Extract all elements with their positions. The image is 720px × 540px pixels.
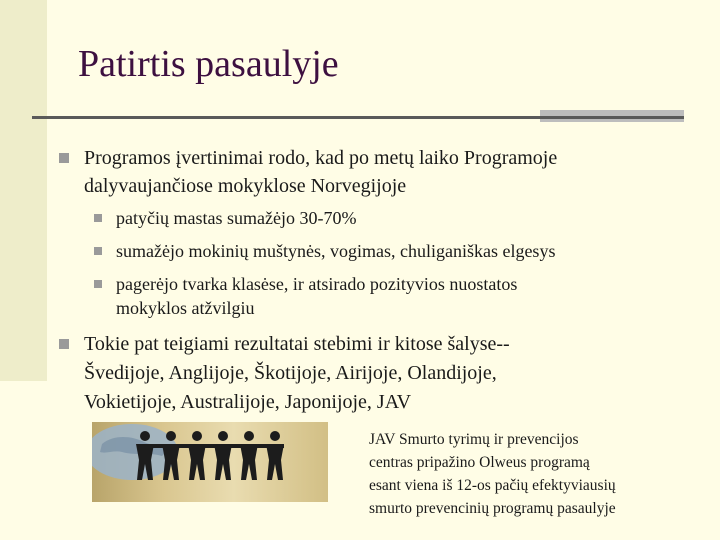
caption-line-3: esant viena iš 12-os pačių efektyviausių xyxy=(369,477,616,494)
sub-bullet-2: sumažėjo mokinių muštynės, vogimas, chuliganiškas elgesys xyxy=(116,241,556,261)
bullet-2-line-1: Tokie pat teigiami rezultatai stebimi ir kitose šalyse-- xyxy=(84,333,510,355)
sub-bullet-marker xyxy=(94,247,102,255)
bullet-2-line-3: Vokietijoje, Australijoje, Japonijoje, JAV xyxy=(84,391,412,413)
picture-caption xyxy=(369,428,616,520)
bullet-1-line-2: dalyvaujančiose mokyklose Norvegijoje xyxy=(84,175,407,197)
bullet-marker xyxy=(59,153,69,163)
left-decorative-band xyxy=(0,0,47,381)
sub-bullet-1: patyčių mastas sumažėjo 30-70% xyxy=(116,208,357,228)
sub-bullet-3-line-1: pagerėjo tvarka klasėse, ir atsirado pozityvios nuostatos xyxy=(116,274,518,294)
sub-bullet-3-line-2: mokyklos atžvilgiu xyxy=(116,298,255,318)
caption-line-1: JAV Smurto tyrimų ir prevencijos xyxy=(369,431,579,448)
bullet-marker xyxy=(59,339,69,349)
slide-title: Patirtis pasaulyje xyxy=(78,43,339,85)
caption-line-2: centras pripažino Olweus programą xyxy=(369,454,590,471)
bullet-2-line-2: Švedijoje, Anglijoje, Škotijoje, Airijoje, Olandijoje, xyxy=(84,362,497,384)
sub-bullet-marker xyxy=(94,214,102,222)
caption-line-4: smurto prevencinių programų pasaulyje xyxy=(369,500,616,517)
title-rule xyxy=(32,116,684,119)
globe-and-paper-people-chain-icon xyxy=(92,422,328,502)
sub-bullet-marker xyxy=(94,280,102,288)
bullet-1-line-1: Programos įvertinimai rodo, kad po metų laiko Programoje xyxy=(84,147,558,169)
